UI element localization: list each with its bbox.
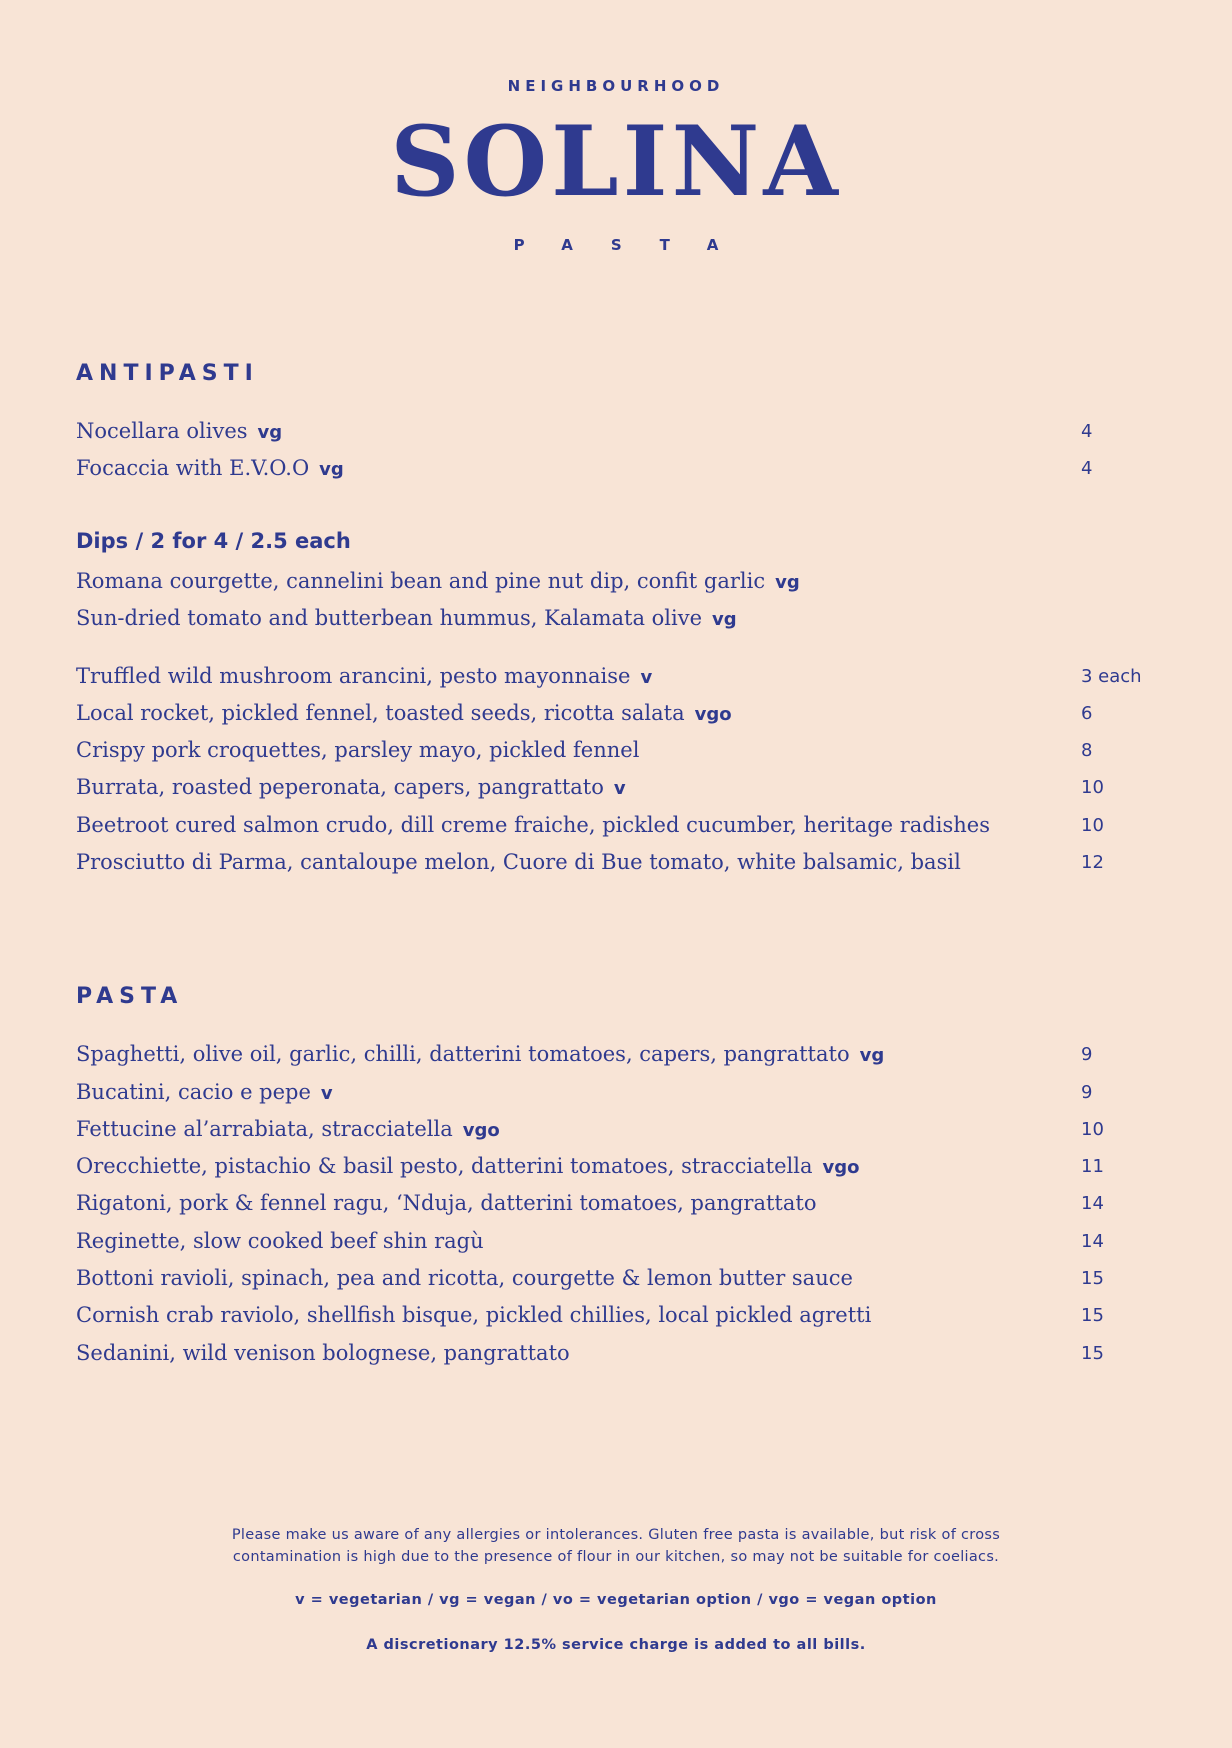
- menu-item: [76, 453, 1156, 483]
- restaurant-logo: SOLINA: [390, 105, 842, 218]
- item-name: Truffled wild mushroom arancini, pesto mayonnaise: [76, 664, 631, 688]
- item-price: 15: [1081, 1343, 1104, 1364]
- item-name: Spaghetti, olive oil, garlic, chilli, datterini tomatoes, capers, pangrattato: [76, 1042, 850, 1066]
- menu-item: [76, 1077, 1156, 1107]
- item-name: Crispy pork croquettes, parsley mayo, pickled fennel: [76, 738, 640, 762]
- item-name: Sedanini, wild venison bolognese, pangrattato: [76, 1341, 570, 1365]
- menu-item: [76, 847, 1156, 877]
- item-price: 11: [1081, 1156, 1104, 1177]
- item-name: Fettucine al’arrabiata, stracciatella: [76, 1117, 453, 1141]
- menu-item: [76, 661, 1156, 691]
- diet-tag: vg: [257, 422, 283, 443]
- item-price: 14: [1081, 1193, 1104, 1214]
- item-price: 9: [1081, 1044, 1093, 1065]
- item-name: Prosciutto di Parma, cantaloupe melon, Cuore di Bue tomato, white balsamic, basil: [76, 850, 961, 874]
- diet-tag: vg: [859, 1045, 885, 1066]
- section-title-antipasti: ANTIPASTI: [76, 361, 259, 386]
- diet-tag: v: [320, 1083, 333, 1104]
- item-name: Bucatini, cacio e pepe: [76, 1080, 311, 1104]
- menu-item: [76, 566, 1156, 596]
- item-price: 4: [1081, 458, 1093, 479]
- diet-legend: v = vegetarian / vg = vegan / vo = vegetarian option / vgo = vegan option: [295, 1592, 937, 1608]
- item-name: Bottoni ravioli, spinach, pea and ricotta, courgette & lemon butter sauce: [76, 1266, 853, 1290]
- diet-tag: v: [640, 667, 653, 688]
- menu-item: [76, 735, 1156, 765]
- item-price: 15: [1081, 1268, 1104, 1289]
- item-name: Burrata, roasted peperonata, capers, pangrattato: [76, 775, 604, 799]
- eyebrow-text: NEIGHBOURHOOD: [507, 77, 725, 95]
- item-price: 12: [1081, 852, 1104, 873]
- menu-item: [76, 698, 1156, 728]
- item-price: 10: [1081, 777, 1104, 798]
- item-name: Sun-dried tomato and butterbean hummus, Kalamata olive: [76, 606, 703, 630]
- item-name: Focaccia with E.V.O.O: [76, 456, 310, 480]
- menu-item: [76, 1300, 1156, 1330]
- menu-item: [76, 1151, 1156, 1181]
- diet-tag: v: [613, 778, 626, 799]
- allergy-line: Please make us aware of any allergies or intolerances. Gluten free pasta is available, but risk of cross: [231, 1527, 1001, 1543]
- item-price: 8: [1081, 740, 1093, 761]
- item-name: Rigatoni, pork & fennel ragu, ‘Nduja, datterini tomatoes, pangrattato: [76, 1191, 817, 1215]
- menu-item: [76, 1114, 1156, 1144]
- item-name: Orecchiette, pistachio & basil pesto, datterini tomatoes, stracciatella: [76, 1154, 813, 1178]
- section-title-pasta: PASTA: [76, 984, 184, 1009]
- item-price: 9: [1081, 1082, 1093, 1103]
- diet-tag: vgo: [822, 1157, 860, 1178]
- diet-tag: vg: [319, 459, 344, 480]
- menu-item: [76, 416, 1156, 446]
- logo-subtitle: PASTA: [513, 236, 757, 254]
- item-name: Reginette, slow cooked beef shin ragù: [76, 1229, 484, 1253]
- menu-item: [76, 772, 1156, 802]
- item-price: 10: [1081, 815, 1104, 836]
- item-name: Romana courgette, cannelini bean and pine nut dip, confit garlic: [76, 569, 766, 593]
- dips-heading: Dips / 2 for 4 / 2.5 each: [76, 529, 351, 553]
- item-name: Local rocket, pickled fennel, toasted seeds, ricotta salata: [76, 701, 685, 725]
- item-price: 10: [1081, 1119, 1104, 1140]
- menu-item: [76, 603, 1156, 633]
- item-name: Beetroot cured salmon crudo, dill creme fraiche, pickled cucumber, heritage radishes: [76, 813, 990, 837]
- menu-item: [76, 1226, 1156, 1256]
- diet-tag: vgo: [462, 1120, 500, 1141]
- item-name: Cornish crab raviolo, shellfish bisque, pickled chillies, local pickled agretti: [76, 1303, 872, 1327]
- item-price: 4: [1081, 421, 1093, 442]
- diet-tag: vg: [775, 572, 800, 593]
- item-price: 6: [1081, 703, 1093, 724]
- allergy-line: contamination is high due to the presence of flour in our kitchen, so may not be suitable for coeliacs.: [232, 1549, 1000, 1565]
- item-price: 14: [1081, 1231, 1104, 1252]
- diet-tag: vg: [712, 609, 737, 630]
- item-price: 3 each: [1081, 666, 1142, 687]
- item-price: 15: [1081, 1305, 1104, 1326]
- service-charge-note: A discretionary 12.5% service charge is added to all bills.: [366, 1637, 866, 1653]
- menu-item: [76, 1039, 1156, 1069]
- menu-item: [76, 810, 1156, 840]
- allergy-notice: [0, 1524, 1232, 1568]
- item-name: Nocellara olives: [76, 419, 248, 443]
- menu-item: [76, 1338, 1156, 1368]
- menu-item: [76, 1188, 1156, 1218]
- menu-item: [76, 1263, 1156, 1293]
- diet-tag: vgo: [694, 704, 732, 725]
